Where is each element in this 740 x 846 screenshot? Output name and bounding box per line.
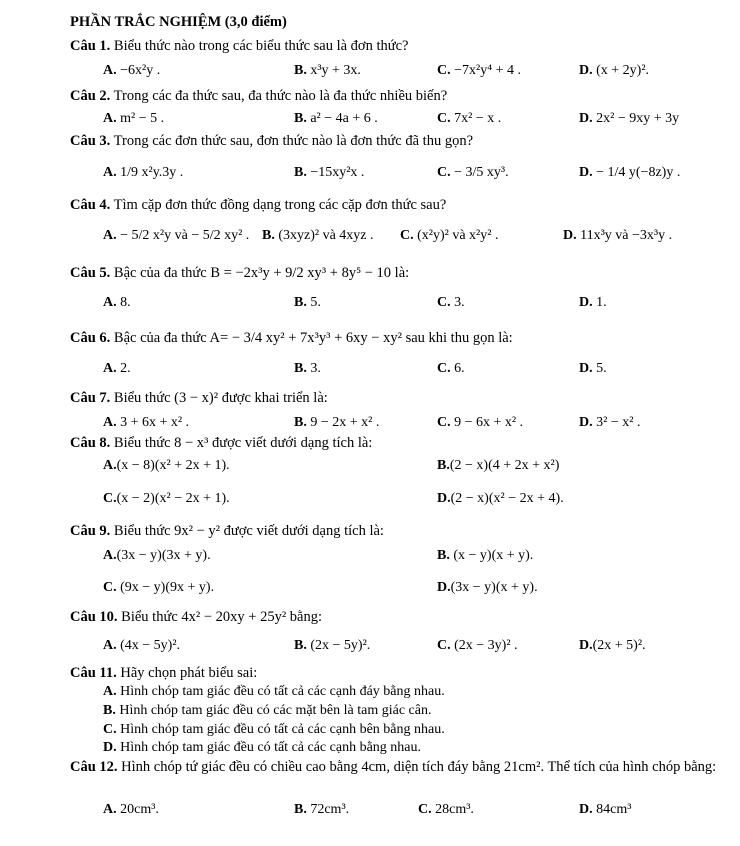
option-label: C. [103, 722, 117, 737]
option-label: C. [437, 361, 451, 376]
option-label: D. [437, 580, 451, 595]
question-label: Câu 10. [70, 609, 118, 625]
option-text: (2x − 3y)² . [454, 638, 518, 653]
option-text: 8. [120, 295, 131, 310]
option-text: a² − 4a + 6 . [310, 111, 378, 126]
option-text: 11x³y và −3x³y . [580, 228, 673, 243]
option-10d[interactable] [579, 636, 646, 656]
option-11a[interactable] [103, 682, 445, 702]
option-text: 3 + 6x + x² . [120, 415, 190, 430]
option-7c[interactable] [437, 413, 523, 433]
option-text: 3. [454, 295, 465, 310]
option-label: A. [103, 548, 117, 563]
option-label: B. [262, 228, 275, 243]
option-label: D. [579, 802, 593, 817]
option-12c[interactable] [418, 800, 474, 820]
option-label: D. [579, 638, 593, 653]
option-7b[interactable] [294, 413, 379, 433]
option-9c[interactable] [103, 578, 214, 598]
option-text: 7x² − x . [454, 111, 502, 126]
question-text: Biểu thức 8 − x³ được viết dưới dạng tích là: [113, 435, 373, 451]
option-4d[interactable] [563, 226, 672, 246]
option-text: x³y + 3x. [310, 63, 361, 78]
option-3d[interactable] [579, 163, 680, 183]
option-label: C. [437, 638, 451, 653]
question-label: Câu 2. [70, 88, 111, 104]
option-9a[interactable] [103, 546, 211, 566]
option-label: B. [294, 802, 307, 817]
option-label: B. [294, 295, 307, 310]
question-2 [70, 87, 447, 105]
question-10 [70, 608, 322, 626]
option-10b[interactable] [294, 636, 370, 656]
option-label: D. [579, 415, 593, 430]
option-label: C. [400, 228, 414, 243]
option-text: − 5/2 x²y và − 5/2 xy² . [120, 228, 250, 243]
option-1a[interactable] [103, 61, 160, 81]
question-7 [70, 389, 328, 407]
option-4b[interactable] [262, 226, 374, 246]
option-11d[interactable] [103, 738, 421, 758]
option-5d[interactable] [579, 293, 607, 313]
question-text: Bậc của đa thức B = −2x³y + 9/2 xy³ + 8y⁵ − 10 là: [113, 265, 410, 281]
option-label: D. [563, 228, 577, 243]
option-1d[interactable] [579, 61, 649, 81]
option-text: 28cm³. [435, 802, 474, 817]
question-1 [70, 37, 409, 55]
option-text: (x²y)² và x²y² . [417, 228, 499, 243]
question-text: Biểu thức (3 − x)² được khai triển là: [113, 390, 328, 406]
option-label: C. [437, 111, 451, 126]
question-text: Trong các đa thức sau, đa thức nào là đa thức nhiều biến? [113, 88, 448, 104]
option-label: A. [103, 111, 117, 126]
question-text: Biểu thức nào trong các biểu thức sau là đơn thức? [113, 38, 409, 54]
option-label: A. [103, 361, 117, 376]
option-text: 6. [454, 361, 465, 376]
option-12b[interactable] [294, 800, 349, 820]
option-label: A. [103, 165, 117, 180]
question-label: Câu 9. [70, 523, 111, 539]
option-label: A. [103, 295, 117, 310]
option-7d[interactable] [579, 413, 640, 433]
question-6 [70, 329, 513, 347]
option-text: (2x + 5)². [592, 638, 646, 653]
question-label: Câu 5. [70, 265, 111, 281]
option-10c[interactable] [437, 636, 518, 656]
option-text: (2x − 5y)². [310, 638, 371, 653]
option-text: 20cm³. [120, 802, 159, 817]
option-8c[interactable] [103, 489, 230, 509]
question-text: Biểu thức 9x² − y² được viết dưới dạng tích là: [113, 523, 384, 539]
option-3c[interactable] [437, 163, 509, 183]
option-text: Hình chóp tam giác đều có tất cả các cạnh đáy bằng nhau. [120, 684, 445, 699]
option-2a[interactable] [103, 109, 164, 129]
option-label: A. [103, 638, 117, 653]
option-text: (x − 8)(x² + 2x + 1). [116, 458, 230, 473]
question-label: Câu 11. [70, 665, 117, 681]
option-text: (2 − x)(x² − 2x + 4). [450, 491, 564, 506]
question-label: Câu 3. [70, 133, 111, 149]
option-label: B. [294, 361, 307, 376]
option-label: D. [579, 295, 593, 310]
option-5b[interactable] [294, 293, 321, 313]
option-12a[interactable] [103, 800, 159, 820]
option-text: − 1/4 y(−8z)y . [596, 165, 681, 180]
question-label: Câu 4. [70, 197, 111, 213]
option-4c[interactable] [400, 226, 498, 246]
option-8b[interactable] [437, 456, 559, 476]
option-label: C. [418, 802, 432, 817]
question-text: Tìm cặp đơn thức đồng dạng trong các cặp đơn thức sau? [113, 197, 447, 213]
question-text: Hình chóp tứ giác đều có chiều cao bằng 4cm, diện tích đáy bằng 21cm². Thể tích của hình chóp bằng: [121, 759, 717, 775]
option-text: (3x − y)(3x + y). [116, 548, 211, 563]
option-label: D. [103, 740, 117, 755]
option-text: Hình chóp tam giác đều có tất cả các cạnh bằng nhau. [120, 740, 421, 755]
option-1c[interactable] [437, 61, 521, 81]
option-label: B. [437, 548, 450, 563]
question-label: Câu 7. [70, 390, 111, 406]
option-6b[interactable] [294, 359, 321, 379]
option-2b[interactable] [294, 109, 378, 129]
option-3a[interactable] [103, 163, 183, 183]
option-label: D. [579, 111, 593, 126]
question-label: Câu 12. [70, 759, 118, 775]
option-11c[interactable] [103, 720, 445, 740]
option-text: (x − 2)(x² − 2x + 1). [116, 491, 230, 506]
option-text: (9x − y)(9x + y). [120, 580, 215, 595]
question-12 [70, 758, 730, 776]
option-text: m² − 5 . [120, 111, 165, 126]
option-12d[interactable] [579, 800, 631, 820]
option-text: −6x²y . [120, 63, 161, 78]
option-text: 1/9 x²y.3y . [120, 165, 184, 180]
option-text: (2 − x)(4 + 2x + x²) [449, 458, 560, 473]
option-label: B. [294, 111, 307, 126]
question-3 [70, 132, 473, 150]
option-label: C. [103, 491, 117, 506]
option-text: −7x²y⁴ + 4 . [454, 63, 521, 78]
option-8d[interactable] [437, 489, 564, 509]
option-text: 9 − 2x + x² . [310, 415, 380, 430]
option-label: B. [294, 165, 307, 180]
option-label: A. [103, 63, 117, 78]
option-9d[interactable] [437, 578, 538, 598]
option-label: A. [103, 684, 117, 699]
option-label: C. [437, 295, 451, 310]
option-10a[interactable] [103, 636, 180, 656]
question-4 [70, 196, 446, 214]
option-text: Hình chóp tam giác đều có tất cả các cạnh bên bằng nhau. [120, 722, 445, 737]
question-label: Câu 1. [70, 38, 111, 54]
option-text: (4x − 5y)². [120, 638, 181, 653]
option-text: 3. [310, 361, 321, 376]
option-5c[interactable] [437, 293, 465, 313]
question-text: Trong các đơn thức sau, đơn thức nào là đơn thức đã thu gọn? [113, 133, 474, 149]
option-label: C. [103, 580, 117, 595]
option-label: C. [437, 165, 451, 180]
option-text: − 3/5 xy³. [454, 165, 509, 180]
option-text: (3x − y)(x + y). [450, 580, 538, 595]
option-text: 9 − 6x + x² . [454, 415, 524, 430]
option-label: B. [103, 703, 116, 718]
option-5a[interactable] [103, 293, 131, 313]
option-label: D. [579, 361, 593, 376]
option-text: 3² − x² . [596, 415, 641, 430]
question-9 [70, 522, 384, 540]
question-label: Câu 8. [70, 435, 111, 451]
option-2d[interactable] [579, 109, 679, 129]
option-label: A. [103, 802, 117, 817]
option-4a[interactable] [103, 226, 249, 246]
option-2c[interactable] [437, 109, 501, 129]
option-label: A. [103, 228, 117, 243]
question-text: Biểu thức 4x² − 20xy + 25y² bằng: [121, 609, 323, 625]
option-label: D. [579, 165, 593, 180]
option-text: 2x² − 9xy + 3y [596, 111, 680, 126]
option-text: (x + 2y)². [596, 63, 650, 78]
option-label: C. [437, 415, 451, 430]
option-text: (x − y)(x + y). [453, 548, 534, 563]
option-7a[interactable] [103, 413, 189, 433]
option-1b[interactable] [294, 61, 361, 81]
option-text: 84cm³ [596, 802, 632, 817]
option-label: D. [579, 63, 593, 78]
option-text: 2. [120, 361, 131, 376]
option-label: D. [437, 491, 451, 506]
option-text: 5. [596, 361, 607, 376]
option-text: −15xy²x . [310, 165, 365, 180]
option-3b[interactable] [294, 163, 364, 183]
question-text: Hãy chọn phát biểu sai: [120, 665, 258, 681]
option-6c[interactable] [437, 359, 465, 379]
question-8 [70, 434, 372, 452]
option-6a[interactable] [103, 359, 131, 379]
option-text: 72cm³. [310, 802, 350, 817]
option-text: (3xyz)² và 4xyz . [278, 228, 374, 243]
question-text: Bậc của đa thức A= − 3/4 xy² + 7x³y³ + 6xy − xy² sau khi thu gọn là: [113, 330, 513, 346]
option-label: B. [437, 458, 450, 473]
option-9b[interactable] [437, 546, 533, 566]
option-label: A. [103, 458, 117, 473]
option-8a[interactable] [103, 456, 230, 476]
option-label: A. [103, 415, 117, 430]
option-label: C. [437, 63, 451, 78]
option-11b[interactable] [103, 701, 432, 721]
option-text: 1. [596, 295, 607, 310]
question-label: Câu 6. [70, 330, 111, 346]
question-5 [70, 264, 409, 282]
question-11 [70, 664, 257, 682]
option-6d[interactable] [579, 359, 607, 379]
option-text: 5. [310, 295, 321, 310]
section-title: PHẦN TRẮC NGHIỆM (3,0 điểm) [70, 14, 287, 30]
option-text: Hình chóp tam giác đều có các mặt bên là tam giác cân. [119, 703, 432, 718]
option-label: B. [294, 415, 307, 430]
option-label: B. [294, 638, 307, 653]
option-label: B. [294, 63, 307, 78]
